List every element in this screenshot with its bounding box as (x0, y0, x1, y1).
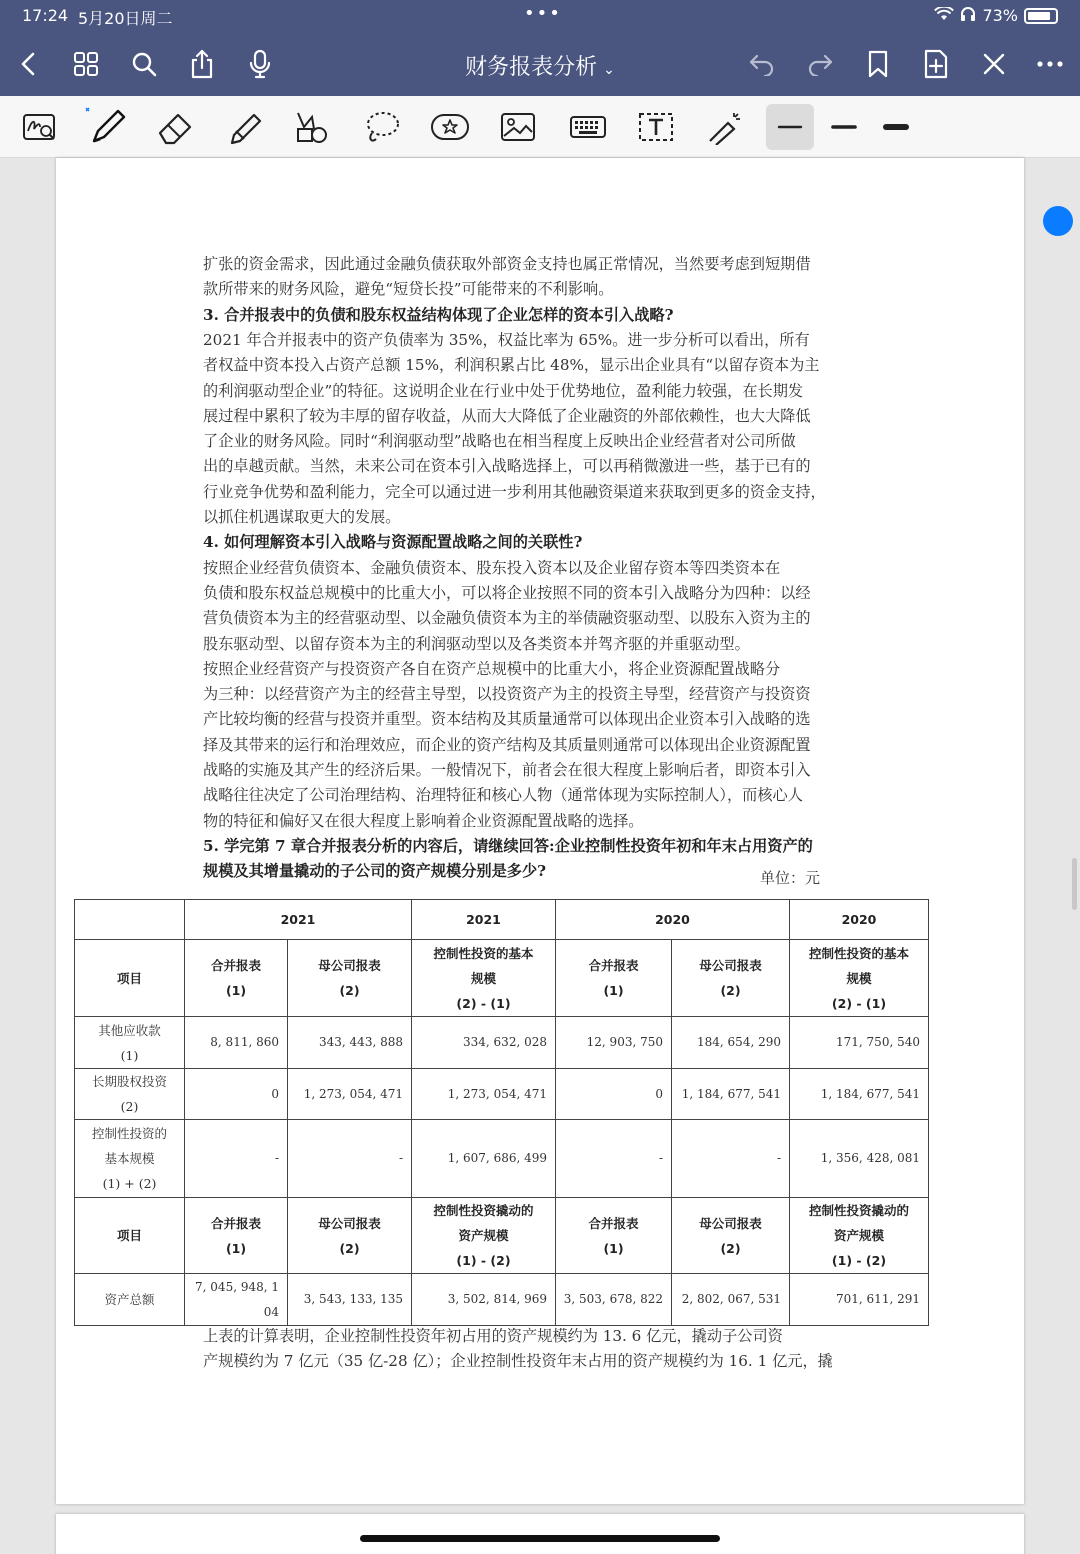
table-cell: 1, 607, 686, 499 (412, 1120, 556, 1198)
redo-icon[interactable] (800, 44, 840, 84)
table-cell: 3, 503, 678, 822 (556, 1274, 672, 1326)
paragraph-line: 择及其带来的运行和治理效应，而企业的资产结构及其质量则通常可以体现出企业资源配置 (203, 735, 811, 754)
paragraph-line: 按照企业经营资产与投资资产各自在资产总规模中的比重大小，将企业资源配置战略分 (203, 659, 781, 678)
paragraph-line: 者权益中资本投入占资产总额 15%，利润积累占比 48%，显示出企业具有“以留存资本为主 (203, 356, 820, 375)
table-row (75, 1017, 929, 1069)
table-year-row (75, 900, 929, 940)
status-bar (0, 0, 1080, 32)
row-label: 长期股权投资 (2) (75, 1069, 185, 1120)
paragraph-line: 了企业的财务风险。同时“利润驱动型”战略也在相当程度上反映出企业经营者对公司所做 (203, 432, 796, 451)
table-cell: 0 (185, 1069, 288, 1120)
table-cell: 343, 443, 888 (288, 1017, 412, 1069)
eraser-tool-icon[interactable] (152, 104, 200, 150)
bookmark-icon[interactable] (858, 44, 898, 84)
keyboard-tool-icon[interactable] (564, 104, 612, 150)
table-cell: 1, 273, 054, 471 (288, 1069, 412, 1120)
table-cell: 8, 811, 860 (185, 1017, 288, 1069)
table-cell: 2, 802, 067, 531 (672, 1274, 790, 1326)
question-heading: 规模及其增量撬动的子公司的资产规模分别是多少? (203, 862, 547, 881)
column-header: 控制性投资的基本 规模 (2) - (1) (412, 940, 556, 1017)
table-cell: 7, 045, 948, 1 04 (185, 1274, 288, 1326)
table-row (75, 1120, 929, 1198)
nav-bar (0, 32, 1080, 96)
undo-icon[interactable] (742, 44, 782, 84)
question-heading: 4. 如何理解资本引入战略与资源配置战略之间的关联性? (203, 533, 583, 552)
color-swatch-blue[interactable] (1043, 206, 1073, 236)
row-label: 其他应收款 (1) (75, 1017, 185, 1069)
column-header: 项目 (75, 940, 185, 1017)
document-title[interactable]: 财务报表分析 ⌄ (465, 55, 615, 80)
headphones-icon (960, 6, 976, 25)
paragraph-line: 产规模约为 7 亿元（35 亿-28 亿）；企业控制性投资年末占用的资产规模约为 16. 1 亿元，撬 (203, 1352, 833, 1371)
document-page[interactable] (56, 158, 1024, 1504)
year-header: 2020 (556, 900, 790, 940)
paragraph-line: 为三种：以经营资产为主的经营主导型，以投资资产为主的投资主导型，经营资产与投资资 (203, 685, 811, 704)
table-cell: 12, 903, 750 (556, 1017, 672, 1069)
column-header: 合并报表 (1) (185, 940, 288, 1017)
question-heading: 5. 学完第 7 章合并报表分析的内容后，请继续回答:企业控制性投资年初和年末占用资产的 (203, 836, 813, 855)
paragraph-line: 以抓住机遇谋取更大的发展。 (203, 508, 401, 526)
multitasking-dots-icon[interactable]: ••• (524, 3, 562, 24)
column-header: 合并报表 (1) (556, 1198, 672, 1274)
paragraph-line: 负债和股东权益总规模中的比重大小，可以将企业按照不同的资本引入战略分为四种：以经 (203, 583, 811, 602)
table-cell: 184, 654, 290 (672, 1017, 790, 1069)
image-tool-icon[interactable] (494, 104, 542, 150)
stroke-medium-option[interactable] (820, 104, 868, 150)
battery-percent: 73% (982, 6, 1018, 25)
add-page-icon[interactable] (916, 44, 956, 84)
table-row (75, 1274, 929, 1326)
question-heading: 3. 合并报表中的负债和股东权益结构体现了企业怎样的资本引入战略? (203, 305, 674, 324)
table-cell: 1, 356, 428, 081 (790, 1120, 929, 1198)
annotation-toolbar (0, 96, 1080, 158)
table-cell: 1, 273, 054, 471 (412, 1069, 556, 1120)
table-cell: 0 (556, 1069, 672, 1120)
paragraph-line: 扩张的资金需求，因此通过金融负债获取外部资金支持也属正常情况，当然要考虑到短期借 (203, 255, 811, 273)
handwriting-zoom-icon[interactable] (16, 104, 64, 150)
paragraph-line: 2021 年合并报表中的资产负债率为 35%，权益比率为 65%。进一步分析可以看出，所有 (203, 330, 810, 349)
table-header-row (75, 1198, 929, 1274)
paragraph-line: 行业竞争优势和盈利能力，完全可以通过进一步利用其他融资渠道来获取到更多的资金支持， (203, 482, 826, 501)
table-cell: 334, 632, 028 (412, 1017, 556, 1069)
battery-icon (1024, 8, 1058, 24)
paragraph-line: 上表的计算表明，企业控制性投资年初占用的资产规模约为 13. 6 亿元，撬动子公司资 (203, 1327, 783, 1345)
table-row (75, 1069, 929, 1120)
column-header: 项目 (75, 1198, 185, 1274)
paragraph-line: 股东驱动型、以留存资本为主的利润驱动型以及各类资本并驾齐驱的并重驱动型。 (203, 634, 750, 653)
paragraph-line: 的利润驱动型企业”的特征。这说明企业在行业中处于优势地位，盈利能力较强，在长期发 (203, 381, 804, 400)
column-header: 母公司报表 (2) (672, 940, 790, 1017)
year-header: 2021 (185, 900, 412, 940)
table-cell: 3, 502, 814, 969 (412, 1274, 556, 1326)
stroke-thin-option[interactable] (766, 104, 814, 150)
wifi-icon (934, 6, 954, 25)
row-label: 控制性投资的 基本规模 (1) + (2) (75, 1120, 185, 1198)
page-scroll-handle[interactable] (1072, 858, 1077, 910)
paragraph-line: 物的特征和偏好又在很大程度上影响着企业资源配置战略的选择。 (203, 811, 644, 830)
column-header: 合并报表 (1) (556, 940, 672, 1017)
column-header: 母公司报表 (2) (288, 940, 412, 1017)
paragraph-line: 出的卓越贡献。当然，未来公司在资本引入战略选择上，可以再稍微激进一些，基于已有的 (203, 457, 811, 476)
sticker-tool-icon[interactable] (426, 104, 474, 150)
column-header: 母公司报表 (2) (672, 1198, 790, 1274)
table-body (75, 1274, 929, 1326)
next-page[interactable] (56, 1514, 1024, 1554)
pen-tool-icon[interactable] (82, 104, 130, 150)
table-header-row (75, 940, 929, 1017)
chevron-down-icon: ⌄ (603, 62, 615, 78)
table-cell: 3, 543, 133, 135 (288, 1274, 412, 1326)
column-header: 控制性投资撬动的 资产规模 (1) - (2) (790, 1198, 929, 1274)
highlighter-tool-icon[interactable] (220, 104, 268, 150)
stroke-thick-option[interactable] (872, 104, 920, 150)
text-box-tool-icon[interactable] (632, 104, 680, 150)
top-bar (0, 0, 1080, 96)
paragraph-line: 按照企业经营负债资本、金融负债资本、股东投入资本以及企业留存资本等四类资本在 (203, 558, 781, 577)
paragraph-line: 产比较均衡的经营与投资并重型。资本结构及其质量通常可以体现出企业资本引入战略的选 (203, 710, 811, 729)
table-body (75, 1017, 929, 1198)
paragraph-line: 战略的实施及其产生的经济后果。一般情况下，前者会在很大程度上影响后者，即资本引入 (203, 761, 811, 779)
laser-pointer-tool-icon[interactable] (700, 104, 748, 150)
table-cell: 1, 184, 677, 541 (672, 1069, 790, 1120)
more-icon[interactable] (1030, 44, 1070, 84)
year-header: 2020 (790, 900, 929, 940)
status-time: 17:24 (22, 6, 69, 25)
year-header: 2021 (412, 900, 556, 940)
column-header: 控制性投资的基本 规模 (2) - (1) (790, 940, 929, 1017)
table-cell: - (672, 1120, 790, 1198)
unit-label: 单位：元 (760, 869, 821, 887)
table-cell: 701, 611, 291 (790, 1274, 929, 1326)
status-date: 5月20日周二 (78, 9, 173, 28)
consolidated-statement-table (74, 899, 929, 1326)
paragraph-line: 展过程中累积了较为丰厚的留存收益，从而大大降低了企业融资的外部依赖性，也大大降低 (203, 406, 811, 425)
column-header: 控制性投资撬动的 资产规模 (1) - (2) (412, 1198, 556, 1274)
paragraph-line: 营负债资本为主的经营驱动型、以金融负债资本为主的举债融资驱动型、以股东入资为主的 (203, 609, 811, 628)
table-cell: - (185, 1120, 288, 1198)
shapes-tool-icon[interactable] (288, 104, 336, 150)
table-cell: 1, 184, 677, 541 (790, 1069, 929, 1120)
lasso-tool-icon[interactable] (358, 104, 406, 150)
row-label: 资产总额 (75, 1274, 185, 1326)
table-cell: 171, 750, 540 (790, 1017, 929, 1069)
close-pen-icon[interactable] (974, 44, 1014, 84)
column-header: 母公司报表 (2) (288, 1198, 412, 1274)
home-indicator[interactable] (360, 1535, 720, 1542)
table-cell: - (556, 1120, 672, 1198)
table-cell: - (288, 1120, 412, 1198)
paragraph-line: 战略往往决定了公司治理结构、治理特征和核心人物（通常体现为实际控制人），而核心人 (203, 786, 803, 805)
column-header: 合并报表 (1) (185, 1198, 288, 1274)
paragraph-line: 款所带来的财务风险，避免“短贷长投”可能带来的不利影响。 (203, 280, 614, 299)
